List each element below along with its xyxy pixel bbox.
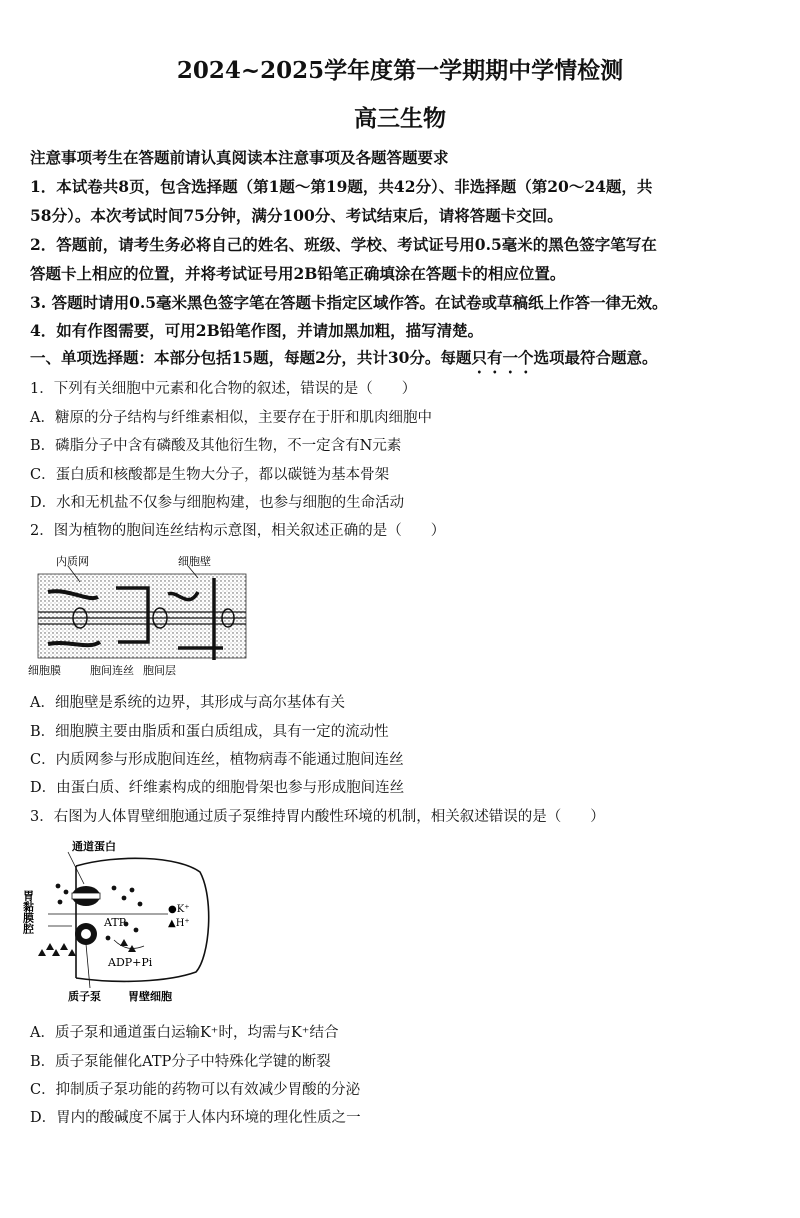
question-2-option-d: D．由蛋白质、纤维素构成的细胞骨架也参与形成胞间连丝 bbox=[30, 780, 405, 796]
notice-line: 2．答题前，请考生务必将自己的姓名、班级、学校、考试证号用0.5毫米的黑色签字笔写在 bbox=[30, 235, 657, 254]
exam-subtitle: 高三生物 bbox=[354, 105, 446, 132]
question-1-stem: 1．下列有关细胞中元素和化合物的叙述，错误的是（ ） bbox=[30, 381, 417, 397]
notice-heading: 注意事项考生在答题前请认真阅读本注意事项及各题答题要求 bbox=[30, 148, 449, 167]
notice-line: 答题卡上相应的位置，并将考试证号用2B铅笔正确填涂在答题卡的相应位置。 bbox=[30, 264, 566, 283]
label-parietal-cell: 胃壁细胞 bbox=[128, 990, 172, 1003]
question-1-option-b: B．磷脂分子中含有磷酸及其他衍生物，不一定含有N元素 bbox=[30, 438, 402, 454]
label-adp-pi: ADP+Pi bbox=[108, 956, 153, 969]
label-cell-wall: 细胞壁 bbox=[178, 555, 211, 568]
question-3-option-b: B．质子泵能催化ATP分子中特殊化学键的断裂 bbox=[30, 1054, 331, 1070]
question-1-option-c: C．蛋白质和核酸都是生物大分子，都以碳链为基本骨架 bbox=[30, 467, 390, 483]
label-proton-pump: 质子泵 bbox=[68, 990, 101, 1003]
label-channel-protein: 通道蛋白 bbox=[72, 840, 116, 853]
legend-k: ●K⁺ bbox=[168, 904, 190, 915]
label-plasmodesmata: 胞间连丝 bbox=[90, 664, 134, 677]
plasmodesmata-figure bbox=[28, 552, 253, 680]
question-3-option-c: C．抑制质子泵功能的药物可以有效减少胃酸的分泌 bbox=[30, 1082, 361, 1098]
notice-line: 58分）。本次考试时间75分钟，满分100分、考试结束后，请将答题卡交回。 bbox=[30, 206, 563, 225]
label-cell-membrane: 细胞膜 bbox=[28, 664, 61, 677]
question-2-stem: 2．图为植物的胞间连丝结构示意图，相关叙述正确的是（ ） bbox=[30, 523, 446, 539]
exam-title: 2024~2025学年度第一学期期中学情检测 bbox=[176, 57, 624, 84]
question-3-option-d: D．胃内的酸碱度不属于人体内环境的理化性质之一 bbox=[30, 1110, 361, 1126]
label-middle-lamella: 胞间层 bbox=[143, 664, 176, 677]
label-er: 内质网 bbox=[56, 555, 89, 568]
notice-line: 1．本试卷共8页，包含选择题（第1题～第19题，共42分）、非选择题（第20～24题，共 bbox=[30, 177, 653, 196]
question-3-option-a: A．质子泵和通道蛋白运输K⁺时，均需与K⁺结合 bbox=[30, 1025, 339, 1041]
legend-h: ▲H⁺ bbox=[168, 918, 190, 929]
label-atp: ATP bbox=[104, 916, 127, 929]
section-emphasis: 只有一个 bbox=[471, 348, 534, 367]
question-1-option-a: A．糖原的分子结构与纤维素相似，主要存在于肝和肌肉细胞中 bbox=[30, 410, 432, 426]
question-2-option-a: A．细胞壁是系统的边界，其形成与高尔基体有关 bbox=[30, 695, 345, 711]
question-2-option-b: B．细胞膜主要由脂质和蛋白质组成，具有一定的流动性 bbox=[30, 724, 389, 740]
label-gastric-lumen: 胃黏膜腔 bbox=[21, 890, 35, 934]
proton-pump-figure bbox=[21, 838, 218, 1006]
question-2-option-c: C．内质网参与形成胞间连丝，植物病毒不能通过胞间连丝 bbox=[30, 752, 404, 768]
notice-line: 4．如有作图需要，可用2B铅笔作图，并请加黑加粗，描写清楚。 bbox=[30, 321, 484, 340]
section-heading: 一、单项选择题：本部分包括15题，每题2分，共计30分。每题只有一个选项最符合题意。 bbox=[30, 348, 658, 367]
question-3-stem: 3．右图为人体胃壁细胞通过质子泵维持胃内酸性环境的机制，相关叙述错误的是（ ） bbox=[30, 809, 605, 825]
question-1-option-d: D．水和无机盐不仅参与细胞构建，也参与细胞的生命活动 bbox=[30, 495, 405, 511]
notice-line: 3. 答题时请用0.5毫米黑色签字笔在答题卡指定区域作答。在试卷或草稿纸上作答一律无效。 bbox=[30, 293, 668, 312]
